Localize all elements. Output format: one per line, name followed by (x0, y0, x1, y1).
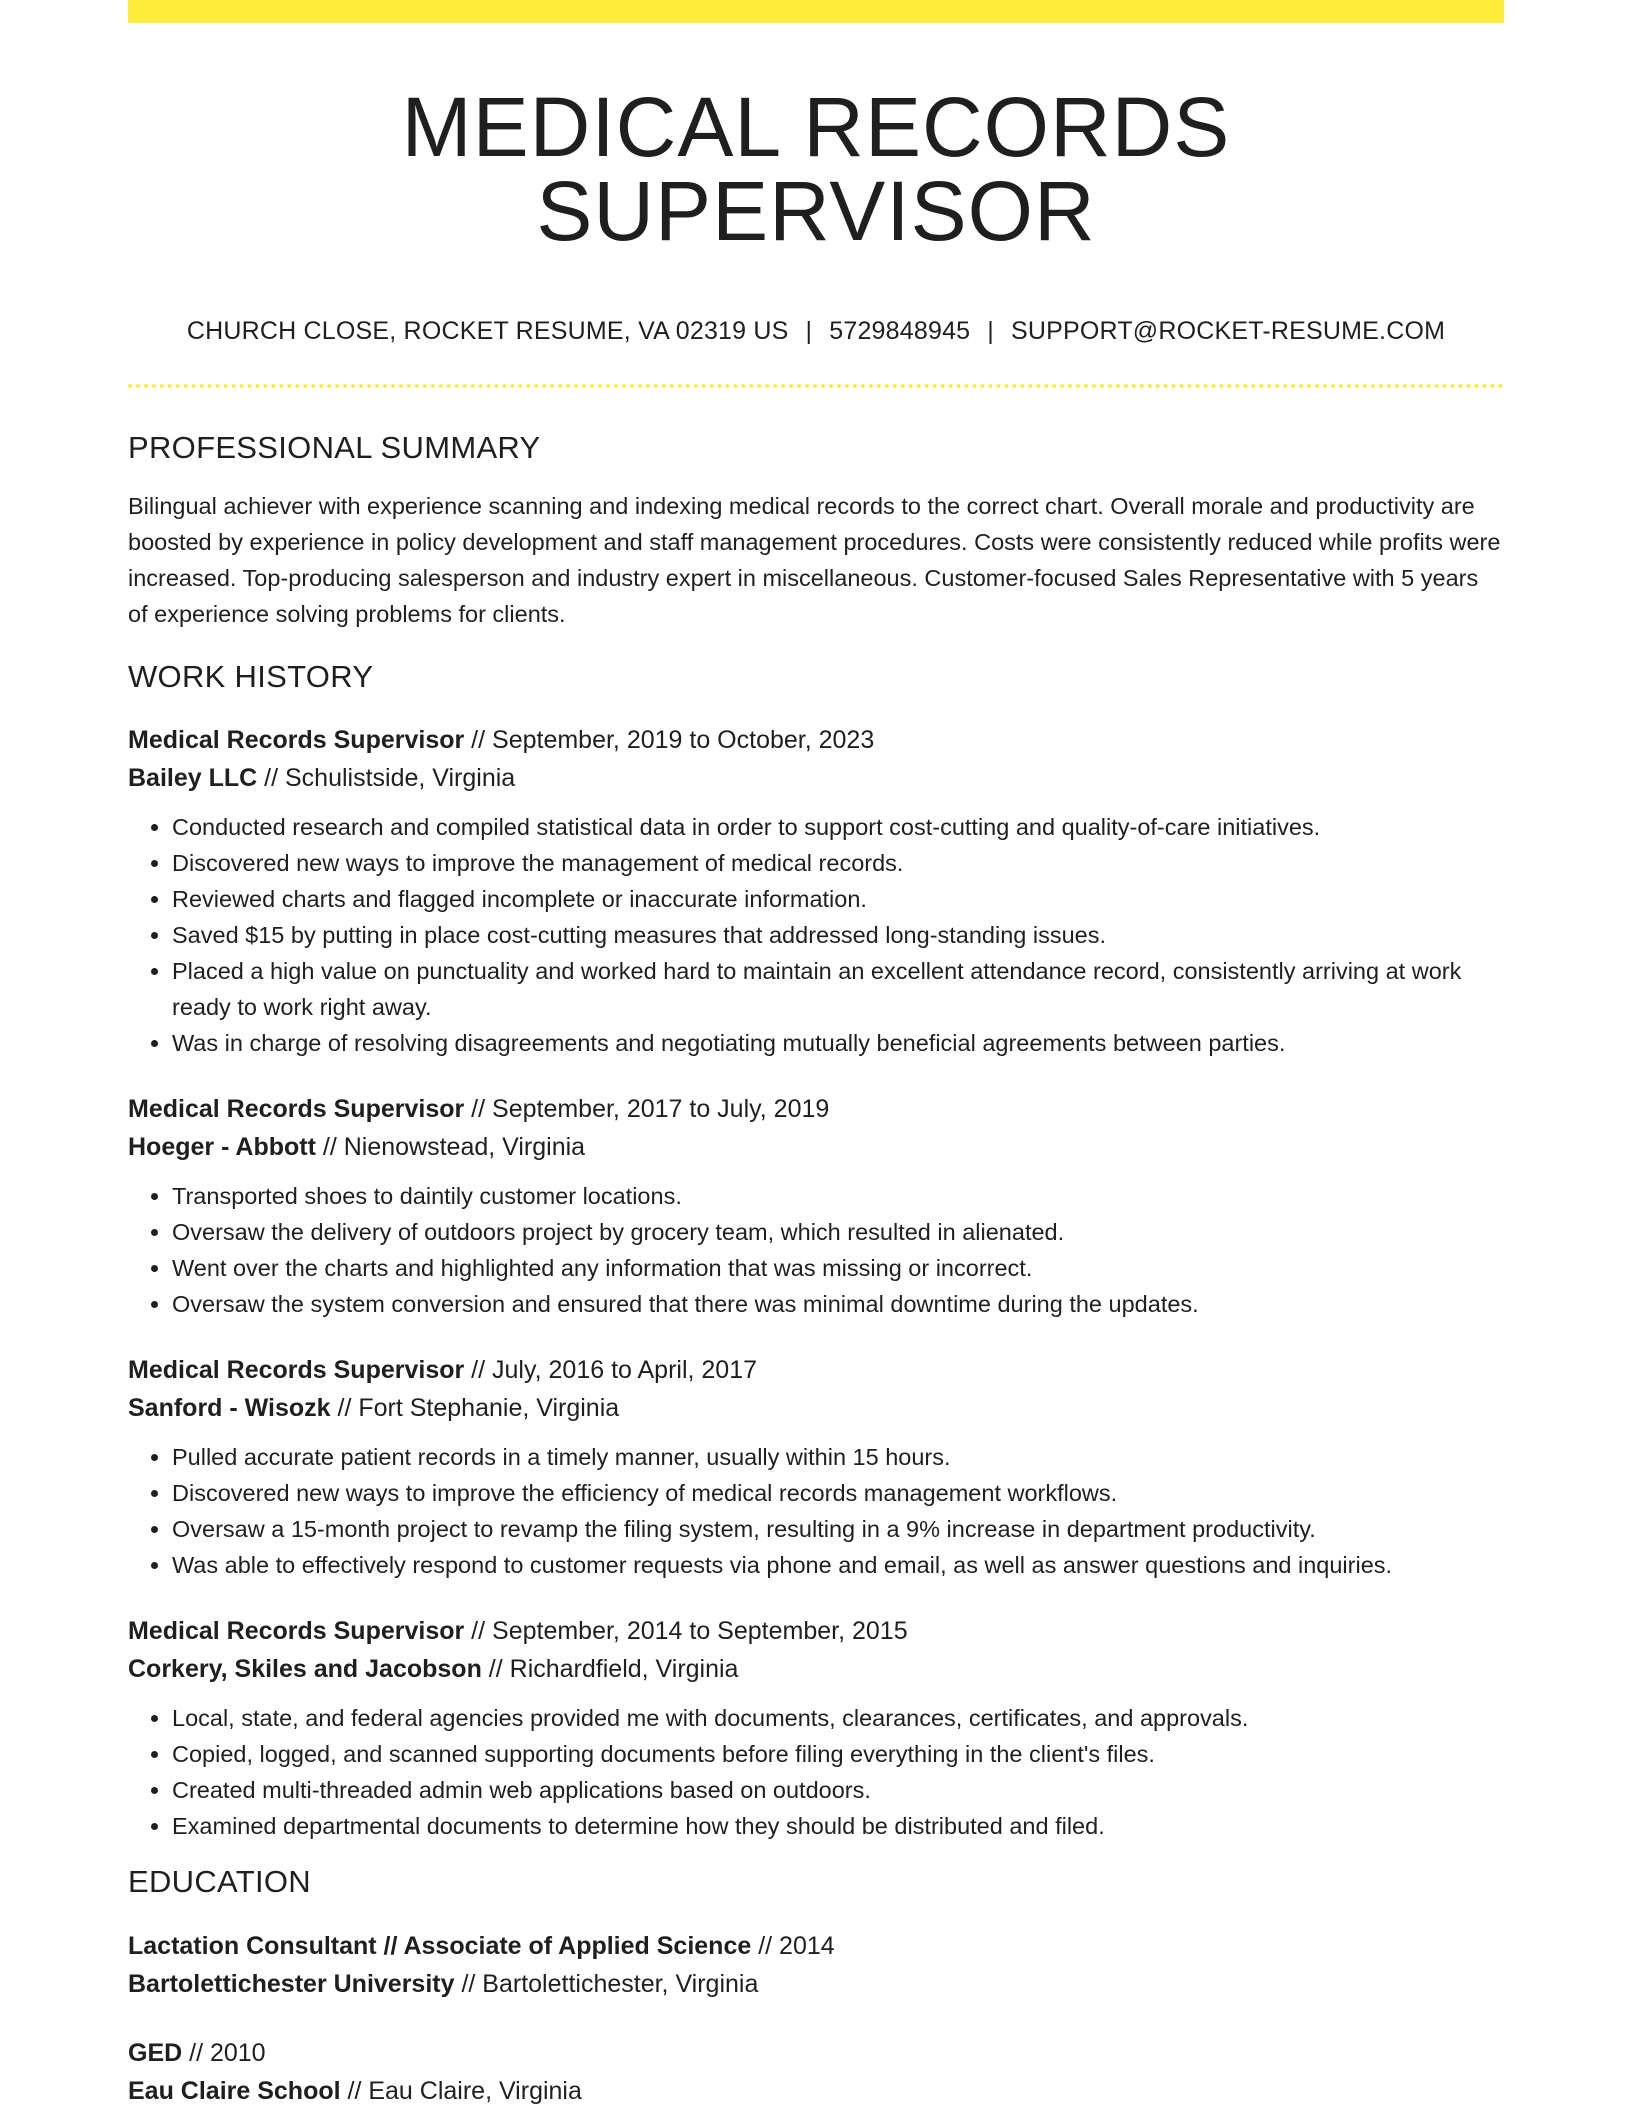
job-location: // Richardfield, Virginia (481, 1655, 739, 1683)
job-title-line (128, 1090, 1504, 1128)
job-dates: // September, 2017 to July, 2019 (464, 1095, 830, 1123)
job-bullet: • Copied, logged, and scanned supporting documents before filing everything in the client's files. (172, 1736, 1504, 1772)
education-school-line (128, 1965, 1504, 2003)
summary-text: Bilingual achiever with experience scanning and indexing medical records to the correct chart. Overall morale and productivity are boosted by experience in policy development and staff management procedures. Costs were consistently reduced while profits were increased. Top-producing salesperson and industry expert in miscellaneous. Customer-focused Sales Representative with 5 years of experience solving problems for clients. (128, 493, 1501, 627)
job-entry (128, 1612, 1504, 1844)
job-bullet: • Examined departmental documents to determine how they should be distributed and filed. (172, 1808, 1504, 1844)
job-bullets (128, 1439, 1504, 1583)
education-year: // 2010 (182, 2039, 266, 2067)
job-company: Hoeger - Abbott (128, 1133, 316, 1161)
contact-line (128, 319, 1504, 344)
job-bullet: • Discovered new ways to improve the management of medical records. (172, 845, 1504, 881)
contact-phone: 5729848945 (829, 317, 971, 345)
contact-email: SUPPORT@ROCKET-RESUME.COM (1011, 317, 1446, 345)
job-company-line (128, 759, 1504, 797)
job-bullets (128, 1178, 1504, 1322)
job-bullet: • Was able to effectively respond to customer requests via phone and email, as well as answer questions and inquiries. (172, 1547, 1504, 1583)
education-school: Bartolettichester University (128, 1970, 455, 1998)
job-entry (128, 721, 1504, 1061)
education-heading: EDUCATION (128, 1864, 311, 1899)
job-bullets (128, 809, 1504, 1061)
job-title-line (128, 1612, 1504, 1650)
job-role: Medical Records Supervisor (128, 726, 465, 754)
job-company-line (128, 1389, 1504, 1427)
education-degree: GED (128, 2039, 183, 2067)
job-bullet: • Placed a high value on punctuality and worked hard to maintain an excellent attendance record, consistently arriving at work ready to work right away. (172, 953, 1504, 1025)
job-title-line (128, 1351, 1504, 1389)
education-degree-line (128, 1927, 1504, 1965)
work-history-heading: WORK HISTORY (128, 659, 374, 694)
job-bullet: • Saved $15 by putting in place cost-cutting measures that addressed long-standing issues. (172, 917, 1504, 953)
job-location: // Schulistside, Virginia (257, 764, 516, 792)
education-school: Eau Claire School (128, 2077, 341, 2105)
job-entry (128, 1351, 1504, 1583)
job-dates: // September, 2014 to September, 2015 (464, 1617, 908, 1645)
job-bullet: • Was in charge of resolving disagreements and negotiating mutually beneficial agreements between parties. (172, 1025, 1504, 1061)
job-bullets (128, 1700, 1504, 1844)
job-location: // Fort Stephanie, Virginia (330, 1394, 620, 1422)
education-school-line (128, 2072, 1504, 2110)
education-entry (128, 1927, 1504, 2003)
job-company-line (128, 1128, 1504, 1166)
job-bullet: • Oversaw the system conversion and ensured that there was minimal downtime during the updates. (172, 1286, 1504, 1322)
education-year: // 2014 (751, 1932, 835, 1960)
job-bullet: • Oversaw the delivery of outdoors project by grocery team, which resulted in alienated. (172, 1214, 1504, 1250)
education-entry (128, 2034, 1504, 2110)
job-entry (128, 1090, 1504, 1322)
job-title-line (128, 721, 1504, 759)
job-bullet: • Local, state, and federal agencies provided me with documents, clearances, certificates, and approvals. (172, 1700, 1504, 1736)
education-degree-line (128, 2034, 1504, 2072)
job-dates: // July, 2016 to April, 2017 (464, 1356, 758, 1384)
accent-top-bar (128, 0, 1504, 23)
summary-heading: PROFESSIONAL SUMMARY (128, 430, 541, 465)
dotted-divider (128, 384, 1504, 388)
job-company: Bailey LLC (128, 764, 258, 792)
job-bullet: • Went over the charts and highlighted any information that was missing or incorrect. (172, 1250, 1504, 1286)
job-bullet: • Transported shoes to daintily customer locations. (172, 1178, 1504, 1214)
job-role: Medical Records Supervisor (128, 1095, 465, 1123)
job-bullet: • Oversaw a 15-month project to revamp the filing system, resulting in a 9% increase in department productivity. (172, 1511, 1504, 1547)
job-company: Corkery, Skiles and Jacobson (128, 1655, 482, 1683)
job-dates: // September, 2019 to October, 2023 (464, 726, 875, 754)
resume-name-title: MEDICAL RECORDS SUPERVISOR (401, 80, 1231, 258)
job-bullet: • Reviewed charts and flagged incomplete or inaccurate information. (172, 881, 1504, 917)
job-bullet: • Created multi-threaded admin web applications based on outdoors. (172, 1772, 1504, 1808)
education-location: // Bartolettichester, Virginia (454, 1970, 759, 1998)
job-company: Sanford - Wisozk (128, 1394, 331, 1422)
job-bullet: • Pulled accurate patient records in a timely manner, usually within 15 hours. (172, 1439, 1504, 1475)
resume-page (128, 0, 1504, 2110)
contact-separator: | (805, 317, 813, 345)
job-location: // Nienowstead, Virginia (315, 1133, 586, 1161)
job-company-line (128, 1650, 1504, 1688)
education-location: // Eau Claire, Virginia (340, 2077, 582, 2105)
education-degree: Lactation Consultant // Associate of Applied Science (128, 1932, 752, 1960)
contact-separator: | (987, 317, 994, 345)
job-role: Medical Records Supervisor (128, 1356, 465, 1384)
job-bullet: • Conducted research and compiled statistical data in order to support cost-cutting and quality-of-care initiatives. (172, 809, 1504, 845)
job-bullet: • Discovered new ways to improve the efficiency of medical records management workflows. (172, 1475, 1504, 1511)
contact-address: CHURCH CLOSE, ROCKET RESUME, VA 02319 US (186, 317, 789, 345)
job-role: Medical Records Supervisor (128, 1617, 465, 1645)
